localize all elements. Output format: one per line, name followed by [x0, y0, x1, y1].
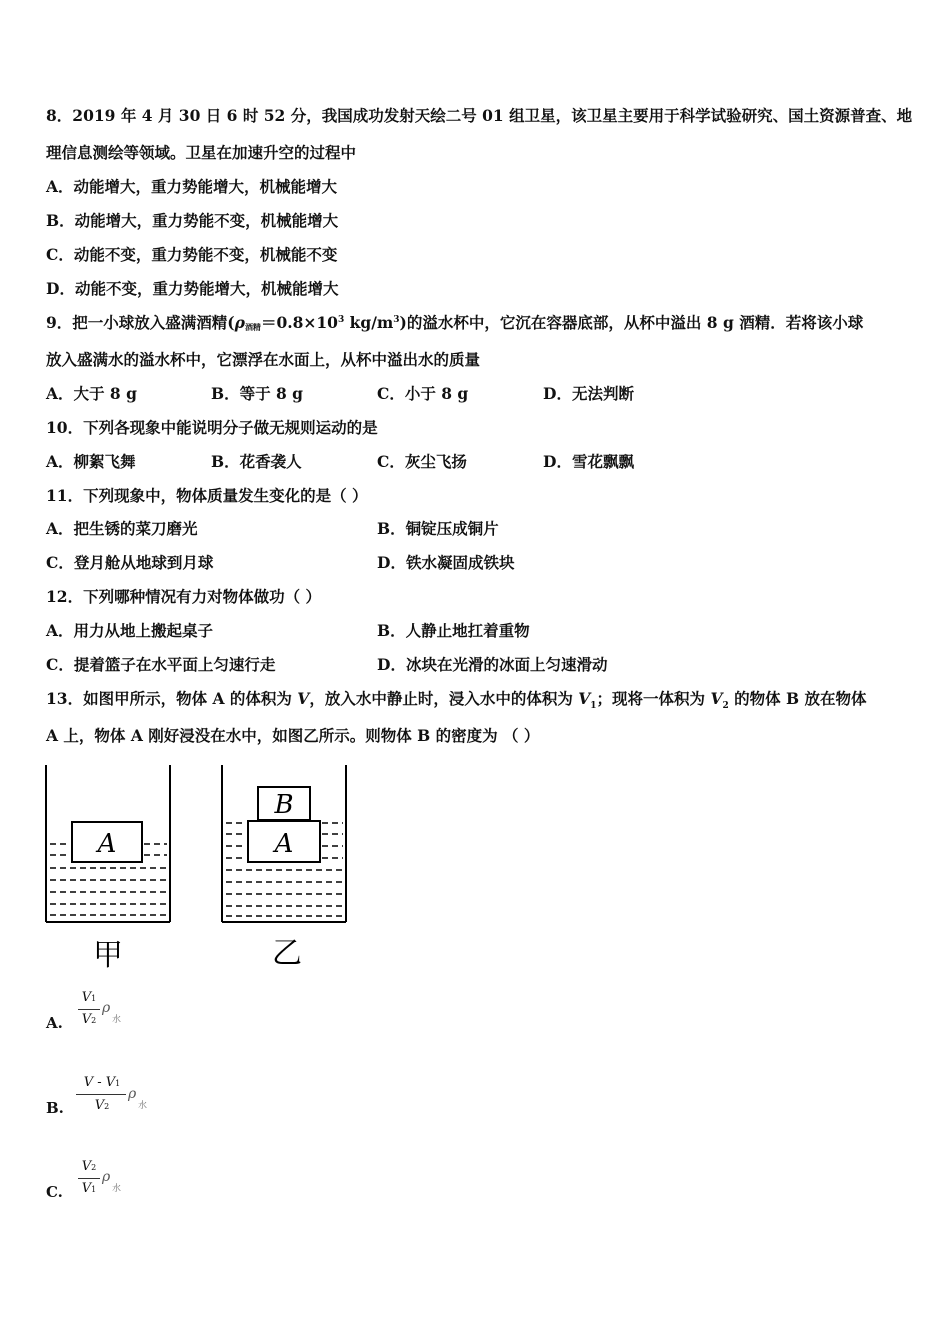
q11-stem: 11．下列现象中，物体质量发生变化的是（ ）	[46, 486, 368, 505]
caption-jia: 甲	[93, 938, 123, 973]
q8-stem-line1: 8．2019 年 4 月 30 日 6 时 52 分，我国成功发射天绘二号 01 组卫星，该卫星主要用于科学试验研究、国土资源普查、地	[46, 106, 913, 125]
q9-option-c: C．小于 8 g	[377, 384, 469, 403]
q10-option-a: A．柳絮飞舞	[46, 452, 136, 471]
q8-option-b: B．动能增大，重力势能不变，机械能增大	[46, 211, 339, 230]
q10-option-d: D．雪花飘飘	[543, 452, 634, 471]
container-left	[46, 765, 170, 973]
q8-stem-line2: 理信息测绘等领域。卫星在加速升空的过程中	[46, 143, 357, 162]
q13-figure	[40, 760, 360, 975]
q9-option-b: B．等于 8 g	[211, 384, 304, 403]
q13-option-c: C. V2 V1 ρ 水	[46, 1159, 122, 1201]
block-a-label-left: A	[97, 829, 117, 859]
caption-yi: 乙	[272, 936, 302, 971]
q9-stem-line2: 放入盛满水的溢水杯中，它漂浮在水面上，从杯中溢出水的质量	[46, 350, 481, 369]
rho-symbol: ρ	[234, 313, 245, 332]
q11-option-d: D．铁水凝固成铁块	[377, 553, 515, 572]
q11-option-a: A．把生锈的菜刀磨光	[46, 519, 198, 538]
q13-stem-line2: A 上，物体 A 刚好浸没在水中，如图乙所示。则物体 B 的密度为 （ ）	[46, 726, 540, 745]
q12-option-b: B．人静止地扛着重物	[377, 621, 530, 640]
q13-stem-line1: 13．如图甲所示，物体 A 的体积为 V，放入水中静止时，浸入水中的体积为 $V_1$；现将一体积为 $V_2$ 的物体 B 放在物体	[46, 689, 867, 712]
q11-option-c: C．登月舱从地球到月球	[46, 553, 214, 572]
q12-stem: 12．下列哪种情况有力对物体做功（ ）	[46, 587, 321, 606]
q10-option-b: B．花香袭人	[211, 452, 302, 471]
q8-option-d: D．动能不变，重力势能增大，机械能增大	[46, 279, 339, 298]
q8-option-c: C．动能不变，重力势能不变，机械能不变	[46, 245, 338, 264]
q8-option-a: A．动能增大，重力势能增大，机械能增大	[46, 177, 338, 196]
q12-option-d: D．冰块在光滑的冰面上匀速滑动	[377, 655, 608, 674]
q9-stem-line1: 9．把一小球放入盛满酒精(ρ酒精$=0.8\times 10^3$ $kg/m^3$)的溢水杯中，它沉在容器底部，从杯中溢出 8 g 酒精．若将该小球	[46, 313, 864, 332]
q13-option-a: A. V1 V2 ρ 水	[46, 990, 122, 1032]
q10-stem: 10．下列各现象中能说明分子做无规则运动的是	[46, 418, 378, 437]
block-b-label: B	[274, 790, 294, 820]
q12-option-c: C．提着篮子在水平面上匀速行走	[46, 655, 276, 674]
q11-option-b: B．铜锭压成铜片	[377, 519, 499, 538]
q9-option-a: A．大于 8 g	[46, 384, 137, 403]
container-diagram	[40, 760, 360, 975]
container-right	[222, 765, 346, 971]
q10-option-c: C．灰尘飞扬	[377, 452, 467, 471]
q13-option-b: B. V - V1 V2 ρ 水	[46, 1075, 148, 1117]
block-a-label-right: A	[274, 829, 294, 859]
q9-option-d: D．无法判断	[543, 384, 634, 403]
q12-option-a: A．用力从地上搬起桌子	[46, 621, 214, 640]
